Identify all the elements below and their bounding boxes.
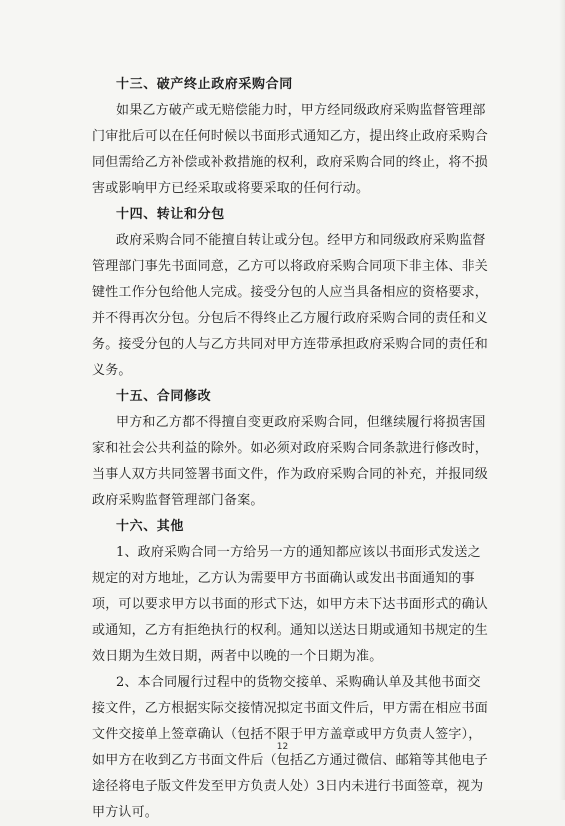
paragraph-line: 2、本合同履行过程中的货物交接单、采购确认单及其他书面交 <box>116 675 481 690</box>
paragraph-line: 义务。 <box>92 363 132 378</box>
paragraph-line: 家和社会公共利益的除外。如必须对政府采购合同条款进行修改时， <box>92 441 489 456</box>
section-heading-16: 十六、其他 <box>116 519 185 534</box>
paragraph-line: 管理部门事先书面同意，乙方可以将政府采购合同项下非主体、非关 <box>92 259 489 274</box>
paragraph-line: 键性工作分包给他人完成。接受分包的人应当具备相应的资格要求， <box>92 285 489 300</box>
document-body <box>92 72 502 826</box>
paragraph-line: 规定的对方地址，乙方认为需要甲方书面确认或发出书面通知的事 <box>92 571 475 586</box>
page-number: 12 <box>276 742 289 752</box>
paragraph-line: 文件交接单上签章确认（包括不限于甲方盖章或甲方负责人签字）， <box>92 727 482 742</box>
paragraph-line: 同但需给乙方补偿或补救措施的权利，政府采购合同的终止，将不损 <box>92 155 489 170</box>
paragraph-line: 门审批后可以在任何时候以书面形式通知乙方，提出终止政府采购合 <box>92 129 489 144</box>
paragraph-line: 途径将电子版文件发至甲方负责人处）3日内未进行书面签章，视为 <box>92 779 484 794</box>
paragraph-line: 效日期为生效日期，两者中以晚的一个日期为准。 <box>92 649 383 664</box>
paragraph-line: 务。接受分包的人与乙方共同对甲方连带承担政府采购合同的责任和 <box>92 337 489 352</box>
paragraph-line: 害或影响甲方已经采取或将要采取的任何行动。 <box>92 181 370 196</box>
paragraph-line: 1、政府采购合同一方给另一方的通知都应该以书面形式发送之 <box>116 545 481 560</box>
paragraph-line: 当事人双方共同签署书面文件，作为政府采购合同的补充，并报同级 <box>92 467 489 482</box>
paragraph-line: 接文件，乙方根据实际交接情况拟定书面文件后，甲方需在相应书面 <box>92 701 489 716</box>
section-heading-15: 十五、合同修改 <box>116 389 212 404</box>
paragraph-line: 并不得再次分包。分包后不得终止乙方履行政府采购合同的责任和义 <box>92 311 489 326</box>
paragraph-line: 如甲方在收到乙方书面文件后（包括乙方通过微信、邮箱等其他电子 <box>92 753 489 768</box>
paragraph-line: 或通知，乙方有拒绝执行的权利。通知以送达日期或通知书规定的生 <box>92 623 489 638</box>
section-heading-14: 十四、转让和分包 <box>116 207 225 222</box>
paragraph-line: 政府采购监督管理部门备案。 <box>92 493 264 508</box>
paragraph-line: 政府采购合同不能擅自转让或分包。经甲方和同级政府采购监督 <box>116 233 486 248</box>
scan-edge-shadow <box>559 0 565 800</box>
paragraph-line: 如果乙方破产或无赔偿能力时，甲方经同级政府采购监督管理部 <box>116 103 486 118</box>
section-heading-13: 十三、破产终止政府采购合同 <box>116 77 293 92</box>
paragraph-line: 甲方认可。 <box>92 805 159 820</box>
paragraph-line: 甲方和乙方都不得擅自变更政府采购合同，但继续履行将损害国 <box>116 415 486 430</box>
paragraph-line: 项，可以要求甲方以书面的形式下达，如甲方未下达书面形式的确认 <box>92 597 489 612</box>
